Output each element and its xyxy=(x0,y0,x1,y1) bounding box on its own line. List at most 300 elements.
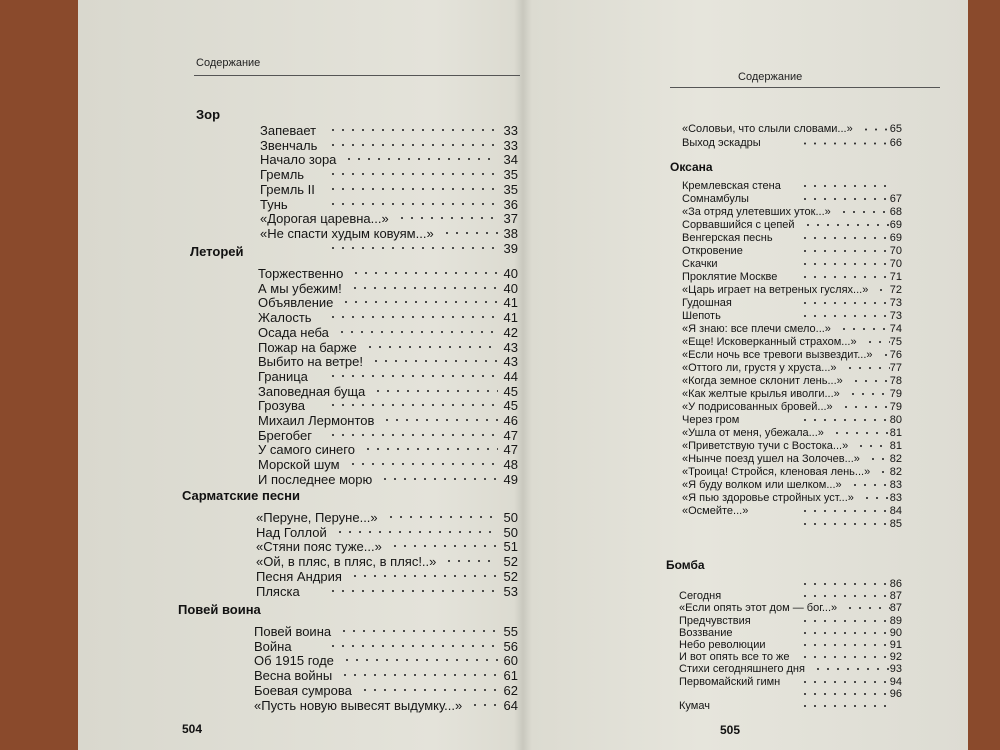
dot-leader xyxy=(328,167,498,181)
toc-entry-title: «Я буду волком или шелком...» xyxy=(682,479,842,491)
dot-leader xyxy=(351,266,498,280)
dot-leader xyxy=(881,349,890,361)
dot-leader xyxy=(360,683,498,697)
toc-entry-title: «Троица! Стройся, кленовая лень...» xyxy=(682,466,871,478)
toc-entry-title: Заповедная буща xyxy=(258,383,366,399)
toc-entry xyxy=(682,362,902,374)
toc-entry-title: Небо революции xyxy=(679,639,766,651)
toc-entry xyxy=(682,479,902,491)
toc-entry-title: «Не спасти худым ковуям...» xyxy=(260,225,434,241)
toc-entry-title: «У подрисованных бровей...» xyxy=(682,401,833,413)
toc-entry-title: «Стяни пояс туже...» xyxy=(256,539,382,555)
toc-page-number: 40 xyxy=(503,280,518,296)
toc-entry xyxy=(679,651,902,663)
toc-entry-title: Стихи сегодняшнего дня xyxy=(679,663,805,676)
running-head: Содержание xyxy=(196,57,261,69)
dot-leader xyxy=(800,518,890,530)
toc-entry xyxy=(679,602,902,614)
dot-leader xyxy=(800,615,890,627)
toc-page-number: 90 xyxy=(889,626,902,639)
toc-entry xyxy=(258,369,518,383)
toc-entry-title: Тунь xyxy=(260,196,288,212)
toc-entry-title: «Соловьи, что слыли словами...» xyxy=(682,123,853,135)
toc-entry xyxy=(258,472,518,486)
dot-leader xyxy=(862,492,890,504)
toc-page-number: 53 xyxy=(503,583,518,599)
toc-page-number: 71 xyxy=(889,271,902,283)
dot-leader xyxy=(328,428,498,442)
toc-entry xyxy=(256,510,518,524)
toc-entry-title: «Перуне, Перуне...» xyxy=(256,510,378,525)
toc-entry xyxy=(258,266,518,280)
toc-entry xyxy=(258,340,518,354)
dot-leader xyxy=(363,442,498,456)
toc-entry-title: У самого синего xyxy=(258,442,355,458)
toc-page-number: 68 xyxy=(889,206,902,218)
toc-entry-title: Грозува xyxy=(258,398,305,414)
dot-leader xyxy=(328,639,498,653)
header-rule xyxy=(670,87,940,88)
dot-leader xyxy=(328,584,498,598)
toc-page-number: 92 xyxy=(889,651,902,664)
toc-entry-title: Венгерская песнь xyxy=(682,232,773,244)
dot-leader xyxy=(380,472,498,486)
toc-entry xyxy=(682,492,902,504)
toc-entry-title: «Ушла от меня, убежала...» xyxy=(682,427,824,439)
dot-leader xyxy=(800,590,890,602)
toc-entry-title: Боевая сумрова xyxy=(254,682,352,698)
dot-leader xyxy=(328,310,498,324)
toc-page-number: 84 xyxy=(889,505,902,517)
dot-leader xyxy=(341,295,498,309)
toc-entry-title: Кумач xyxy=(679,700,710,712)
toc-page-number: 52 xyxy=(503,568,518,584)
toc-entry-title: Брегобег xyxy=(258,427,312,443)
dot-leader xyxy=(845,602,890,614)
dot-leader xyxy=(328,369,498,383)
toc-page-number: 79 xyxy=(889,388,902,400)
toc-entry-title: Предчувствия xyxy=(679,614,751,627)
toc-page-number: 93 xyxy=(889,663,902,676)
toc-entry xyxy=(260,138,518,152)
toc-page-number: 35 xyxy=(503,167,518,183)
toc-entry xyxy=(679,578,902,590)
dot-leader xyxy=(350,569,498,583)
toc-page-number: 45 xyxy=(503,383,518,399)
dot-leader xyxy=(800,232,890,244)
running-head: Содержание xyxy=(738,71,803,83)
toc-page-number: 80 xyxy=(889,414,902,426)
dot-leader xyxy=(371,354,498,368)
toc-page-number: 37 xyxy=(503,211,518,227)
toc-entry-title: Пляска xyxy=(256,583,300,599)
toc-entry-title: Первомайский гимн xyxy=(679,675,781,688)
toc-entry xyxy=(679,676,902,688)
section-title: Зор xyxy=(196,107,221,122)
dot-leader xyxy=(328,182,498,196)
toc-entry xyxy=(682,518,902,530)
toc-page-number: 83 xyxy=(889,492,902,504)
dot-leader xyxy=(800,193,890,205)
dot-leader xyxy=(348,457,498,471)
toc-entry-title: Скачки xyxy=(682,258,718,270)
toc-entry-title: Начало зора xyxy=(260,152,337,168)
toc-page-number: 70 xyxy=(889,245,902,257)
toc-entry xyxy=(682,375,902,387)
toc-page-number: 87 xyxy=(889,590,902,603)
open-book xyxy=(78,0,968,750)
toc-entry xyxy=(260,211,518,225)
section-title: Бомба xyxy=(666,558,705,572)
toc-entry xyxy=(256,554,518,568)
toc-entry-title: Звенчаль xyxy=(260,137,318,153)
header-rule xyxy=(194,75,520,76)
dot-leader xyxy=(337,325,498,339)
toc-entry xyxy=(682,232,902,244)
toc-entry xyxy=(682,401,902,413)
toc-entry-title: Проклятие Москве xyxy=(682,271,778,283)
toc-page-number: 79 xyxy=(889,401,902,413)
toc-page-number: 44 xyxy=(503,368,518,384)
toc-entry xyxy=(682,310,902,322)
dot-leader xyxy=(800,245,890,257)
dot-leader xyxy=(865,336,890,348)
toc-page-number: 69 xyxy=(889,232,902,244)
toc-entry xyxy=(682,427,902,439)
toc-entry xyxy=(679,663,902,675)
toc-entry-title: Осада неба xyxy=(258,324,329,340)
toc-entry-title: Гремль II xyxy=(260,181,315,197)
toc-page-number: 55 xyxy=(503,624,518,639)
toc-entry xyxy=(260,123,518,137)
toc-entry-title: Жалость xyxy=(258,310,312,326)
toc-page-number: 74 xyxy=(889,323,902,335)
dot-leader xyxy=(397,211,498,225)
toc-entry xyxy=(258,442,518,456)
section-title: Сарматские песни xyxy=(182,488,300,503)
toc-page-number: 86 xyxy=(889,578,902,590)
toc-entry xyxy=(256,584,518,598)
dot-leader xyxy=(868,453,890,465)
toc-page-number: 52 xyxy=(503,554,518,570)
toc-page-number: 66 xyxy=(889,137,902,149)
toc-entry xyxy=(256,525,518,539)
toc-page-number: 82 xyxy=(889,466,902,478)
toc-entry-title: «Дорогая царевна...» xyxy=(260,211,389,227)
dot-leader xyxy=(800,258,890,270)
toc-entry xyxy=(679,700,902,712)
toc-entry xyxy=(679,639,902,651)
toc-entry-title: Граница xyxy=(258,368,308,384)
section-title: Повей воина xyxy=(178,602,261,617)
toc-entry-title: Запевает xyxy=(260,123,317,138)
dot-leader xyxy=(328,123,498,137)
section-title: Оксана xyxy=(670,160,713,174)
toc-entry-title: «Оттого ли, грустя у хруста...» xyxy=(682,362,837,374)
toc-entry-title: «Я знаю: все плечи смело...» xyxy=(682,323,831,335)
toc-entry-title: Откровение xyxy=(682,245,743,257)
toc-entry-title: Об 1915 годе xyxy=(254,653,334,669)
toc-page-number: 45 xyxy=(503,398,518,414)
toc-entry-title: «Когда земное склонит лень...» xyxy=(682,375,843,387)
toc-page-number: 51 xyxy=(503,539,518,555)
dot-leader xyxy=(328,197,498,211)
toc-entry xyxy=(682,271,902,283)
toc-entry xyxy=(260,182,518,196)
toc-entry xyxy=(682,466,902,478)
toc-entry-title: «Нынче поезд ушел на Золочев...» xyxy=(682,453,860,465)
dot-leader xyxy=(800,297,890,309)
dot-leader xyxy=(340,668,498,682)
toc-page-number: 38 xyxy=(503,225,518,241)
toc-entry-title: «Я пью здоровье стройных уст...» xyxy=(682,492,854,504)
toc-entry xyxy=(258,281,518,295)
toc-entry-title: Выбито на ветре! xyxy=(258,354,363,370)
toc-entry xyxy=(254,653,518,667)
toc-entry xyxy=(682,219,902,231)
toc-page-number: 33 xyxy=(503,123,518,138)
toc-entry xyxy=(682,137,902,150)
toc-page-number: 77 xyxy=(889,362,902,374)
toc-entry-title: Шепоть xyxy=(682,310,721,322)
toc-page-number: 41 xyxy=(503,295,518,311)
toc-entry xyxy=(260,197,518,211)
toc-entry xyxy=(254,639,518,653)
toc-entry-title: Торжественно xyxy=(258,266,344,281)
toc-entry xyxy=(682,297,902,309)
toc-entry-title: Выход эскадры xyxy=(682,137,761,149)
toc-entry-title: «Если ночь все тревоги вызвездит...» xyxy=(682,349,873,361)
toc-page-number: 62 xyxy=(503,682,518,698)
dot-leader xyxy=(365,340,498,354)
toc-entry-title: Гремль xyxy=(260,167,305,183)
dot-leader xyxy=(800,271,890,283)
toc-entry-title: «Царь играет на ветреных гуслях...» xyxy=(682,284,869,296)
toc-entry-title: Михаил Лермонтов xyxy=(258,413,375,428)
toc-entry-title: «Если опять этот дом — бог...» xyxy=(679,602,838,615)
toc-entry xyxy=(682,123,902,136)
toc-entry-title: Пожар на барже xyxy=(258,339,357,355)
dot-leader xyxy=(328,241,498,255)
dot-leader xyxy=(800,639,890,651)
dot-leader xyxy=(800,180,890,192)
dot-leader xyxy=(839,323,890,335)
toc-entry xyxy=(258,295,518,309)
toc-page-number: 47 xyxy=(503,427,518,443)
toc-entry-title: «Пусть новую вывесят выдумку...» xyxy=(254,697,463,713)
toc-page-number: 65 xyxy=(889,123,902,135)
toc-page-number: 41 xyxy=(503,310,518,326)
toc-entry-title: Сорвавшийся с цепей xyxy=(682,219,795,231)
toc-entry xyxy=(258,428,518,442)
toc-entry-title: И последнее морю xyxy=(258,471,373,487)
dot-leader xyxy=(861,123,890,136)
toc-entry-title: «Как желтые крылья иволги...» xyxy=(682,388,840,400)
toc-entry xyxy=(682,193,902,205)
toc-page-number: 48 xyxy=(503,457,518,473)
dot-leader xyxy=(800,137,890,150)
dot-leader xyxy=(335,525,498,539)
toc-entry-title: Гудошная xyxy=(682,297,732,309)
toc-page-number: 33 xyxy=(503,137,518,153)
toc-entry-title: Кремлевская стена xyxy=(682,180,781,192)
toc-page-number: 64 xyxy=(503,697,518,713)
toc-entry xyxy=(258,384,518,398)
dot-leader xyxy=(832,427,890,439)
toc-entry xyxy=(682,180,902,192)
toc-entry xyxy=(260,241,518,255)
dot-leader xyxy=(386,510,498,524)
toc-entry xyxy=(682,206,902,218)
toc-entry-title: Весна войны xyxy=(254,668,333,684)
dot-leader xyxy=(800,505,890,517)
toc-entry xyxy=(679,688,902,700)
dot-leader xyxy=(856,440,890,452)
toc-page-number: 39 xyxy=(503,240,518,256)
toc-page-number: 76 xyxy=(889,349,902,361)
toc-entry xyxy=(254,683,518,697)
dot-leader xyxy=(800,688,890,700)
toc-page-number: 43 xyxy=(503,339,518,355)
toc-page-number: 89 xyxy=(889,614,902,627)
toc-page-number: 73 xyxy=(889,310,902,322)
dot-leader xyxy=(390,539,498,553)
right-page xyxy=(550,0,968,750)
dot-leader xyxy=(800,414,890,426)
toc-entry xyxy=(260,226,518,240)
toc-entry xyxy=(682,323,902,335)
toc-entry-title: Воззвание xyxy=(679,626,733,639)
section-title: Леторей xyxy=(190,244,244,259)
toc-page-number: 67 xyxy=(889,193,902,205)
toc-entry xyxy=(256,539,518,553)
toc-entry xyxy=(682,336,902,348)
toc-page-number: 81 xyxy=(889,427,902,439)
toc-entry-title: Через гром xyxy=(682,414,740,426)
toc-entry xyxy=(260,152,518,166)
toc-entry xyxy=(258,325,518,339)
toc-entry xyxy=(679,590,902,602)
dot-leader xyxy=(328,138,498,152)
dot-leader xyxy=(373,384,498,398)
dot-leader xyxy=(800,700,890,712)
toc-entry xyxy=(682,245,902,257)
left-page xyxy=(78,0,550,750)
toc-entry-title: «Еще! Исковерканный страхом...» xyxy=(682,336,857,348)
toc-entry xyxy=(254,698,518,712)
toc-page-number: 36 xyxy=(503,196,518,212)
toc-page-number: 40 xyxy=(503,266,518,281)
toc-entry xyxy=(679,615,902,627)
toc-page-number: 91 xyxy=(889,639,902,651)
dot-leader xyxy=(845,362,890,374)
toc-entry xyxy=(682,349,902,361)
toc-entry-title: Повей воина xyxy=(254,624,332,639)
toc-entry xyxy=(679,627,902,639)
toc-entry xyxy=(682,505,902,517)
toc-entry xyxy=(682,258,902,270)
toc-page-number: 96 xyxy=(889,687,902,700)
toc-page-number: 47 xyxy=(503,442,518,458)
toc-entry-title: «Осмейте...» xyxy=(682,505,749,517)
toc-entry-title: Морской шум xyxy=(258,457,340,473)
toc-page-number: 34 xyxy=(503,152,518,168)
toc-entry-title: «За отряд улетевших уток...» xyxy=(682,206,831,218)
toc-entry xyxy=(260,167,518,181)
toc-entry xyxy=(682,453,902,465)
toc-page-number: 42 xyxy=(503,324,518,340)
toc-page-number: 46 xyxy=(503,413,518,428)
toc-entry-title: «Ой, в пляс, в пляс, в пляс!..» xyxy=(256,554,437,570)
toc-page-number: 50 xyxy=(503,510,518,525)
dot-leader xyxy=(800,310,890,322)
toc-entry-title: Сомнамбулы xyxy=(682,193,749,205)
dot-leader xyxy=(800,578,890,590)
dot-leader xyxy=(876,284,890,296)
toc-page-number: 94 xyxy=(889,675,902,688)
dot-leader xyxy=(800,651,890,663)
dot-leader xyxy=(878,466,890,478)
toc-entry-title: И вот опять все то же xyxy=(679,651,790,664)
dot-leader xyxy=(444,554,498,568)
toc-entry-title: Над Голлой xyxy=(256,524,327,540)
dot-leader xyxy=(328,398,498,412)
toc-entry xyxy=(254,624,518,638)
toc-page-number: 50 xyxy=(503,524,518,540)
toc-entry xyxy=(258,310,518,324)
toc-page-number: 69 xyxy=(889,219,902,231)
toc-entry xyxy=(682,284,902,296)
dot-leader xyxy=(442,226,498,240)
toc-entry xyxy=(258,354,518,368)
dot-leader xyxy=(350,281,498,295)
toc-page-number: 61 xyxy=(503,668,518,684)
toc-page-number: 49 xyxy=(503,471,518,487)
dot-leader xyxy=(841,401,890,413)
toc-entry xyxy=(258,413,518,427)
toc-page-number: 82 xyxy=(889,453,902,465)
dot-leader xyxy=(342,653,498,667)
dot-leader xyxy=(344,152,498,166)
toc-entry xyxy=(254,668,518,682)
toc-entry xyxy=(258,398,518,412)
page-number: 504 xyxy=(182,722,203,736)
toc-entry xyxy=(682,440,902,452)
dot-leader xyxy=(803,219,890,231)
toc-page-number: 60 xyxy=(503,653,518,669)
toc-page-number: 87 xyxy=(889,602,902,615)
toc-entry-title: А мы убежим! xyxy=(258,280,342,296)
toc-entry-title: «Приветствую тучи с Востока...» xyxy=(682,440,849,452)
toc-page-number: 35 xyxy=(503,181,518,197)
toc-page-number: 83 xyxy=(889,479,902,491)
toc-page-number: 56 xyxy=(503,638,518,654)
dot-leader xyxy=(839,206,890,218)
dot-leader xyxy=(382,413,498,427)
dot-leader xyxy=(813,663,890,675)
toc-page-number: 70 xyxy=(889,258,902,270)
toc-page-number: 81 xyxy=(889,440,902,452)
toc-page-number: 72 xyxy=(889,284,902,296)
toc-entry-title: Война xyxy=(254,638,292,654)
toc-entry-title: Сегодня xyxy=(679,590,722,603)
dot-leader xyxy=(850,479,890,491)
toc-entry-title: Объявление xyxy=(258,295,334,311)
toc-page-number: 75 xyxy=(889,336,902,348)
toc-entry xyxy=(258,457,518,471)
toc-page-number: 73 xyxy=(889,297,902,309)
toc-entry xyxy=(256,569,518,583)
